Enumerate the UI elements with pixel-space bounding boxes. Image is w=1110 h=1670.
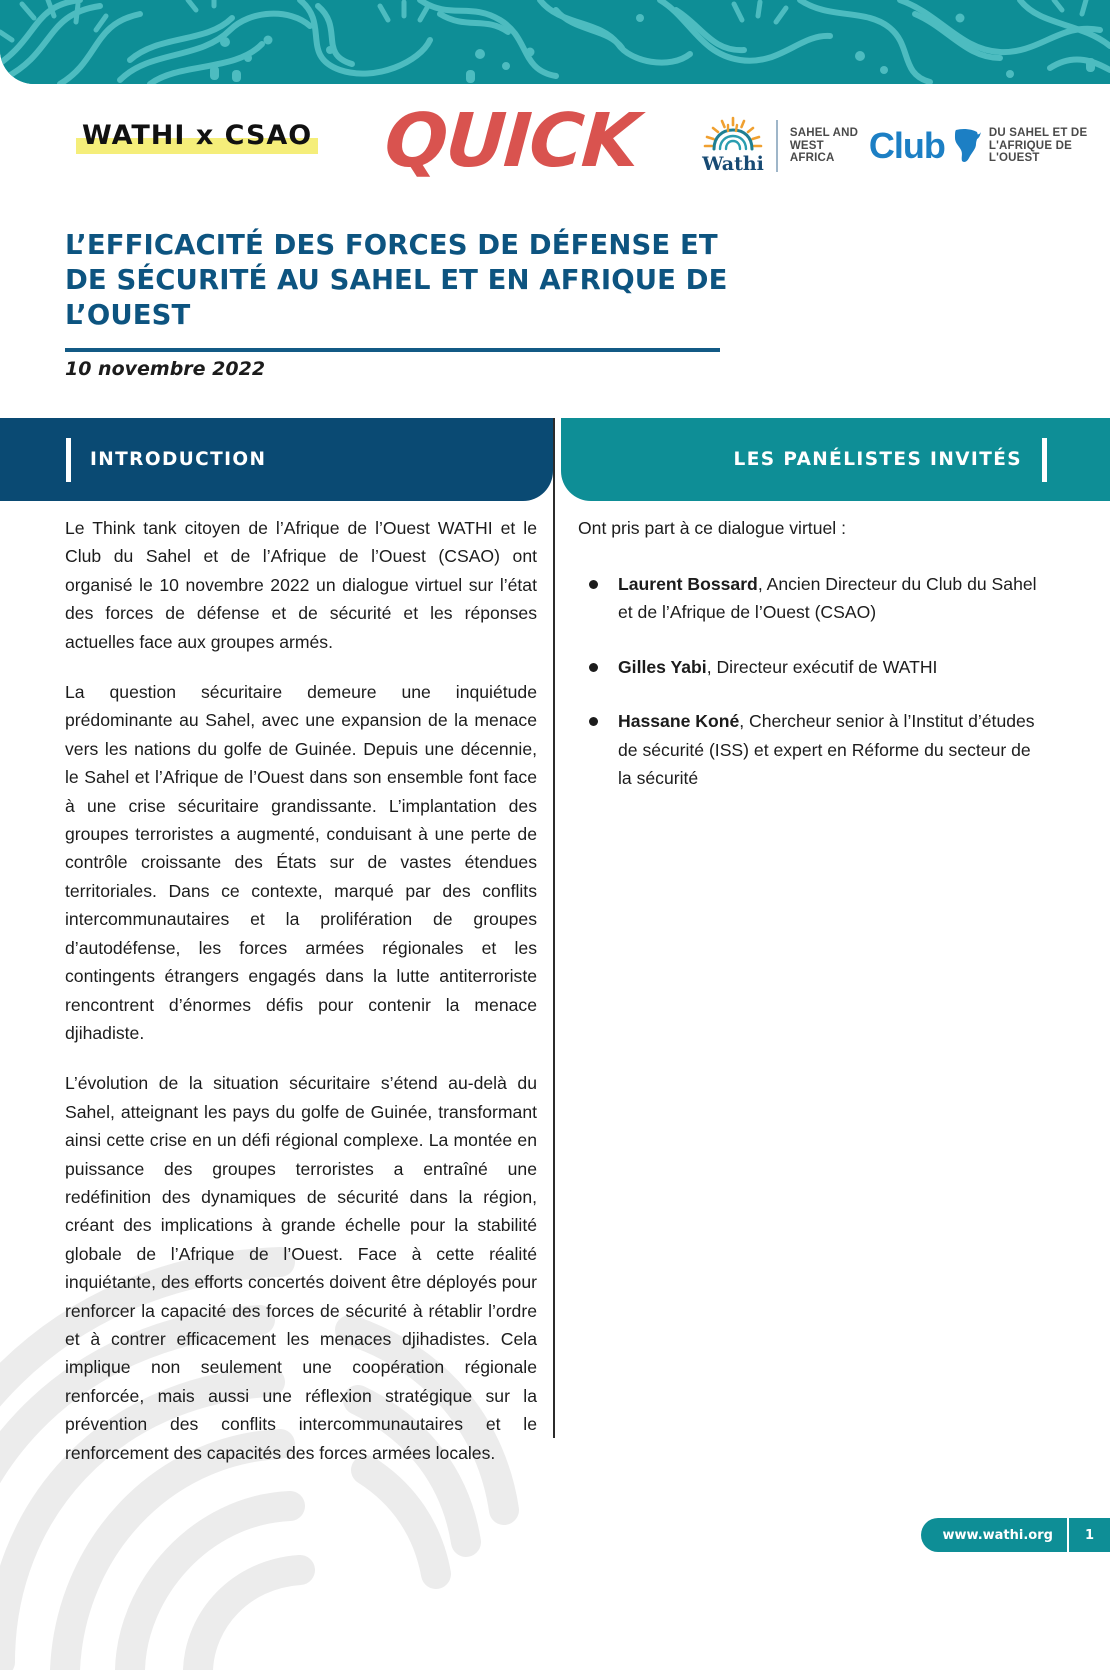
africa-map-icon: [952, 128, 982, 164]
wathi-csao-label: WATHI x CSAO: [82, 120, 313, 151]
list-item: [578, 707, 1048, 792]
list-item: [578, 570, 1048, 627]
club-caption-line1: SAHEL AND: [789, 127, 859, 140]
wathi-sun-arc-icon: [700, 116, 766, 176]
panelist-name: Hassane Koné: [618, 711, 740, 732]
club-lockup: [790, 127, 1110, 165]
wathi-sunrise-logo-icon: [700, 116, 766, 176]
page-title: L’EFFICACITÉ DES FORCES DE DÉFENSE ET DE SÉCURITÉ AU SAHEL ET EN AFRIQUE DE L’OUEST: [65, 229, 728, 331]
panelist-name: Gilles Yabi: [618, 656, 707, 677]
club-right-line2: L'AFRIQUE DE L'OUEST: [988, 139, 1072, 165]
svg-text:Wathi: Wathi: [702, 153, 764, 175]
intro-paragraph: L’évolution de la situation sécuritaire s’étend au-delà du Sahel, atteignant les pays du golfe de Guinée, transformant ainsi cette crise en un défi régional complexe. La montée en puissance des groupes terroristes a entraîné une redéfinition des dynamiques de sécurité dans la région, créant des implications à grande échelle pour la stabilité globale de l’Afrique de l’Ouest. Face à cette réalité inquiétante, des efforts concertés doivent être déployés pour renforcer la capacité des forces de sécurité à rétablir l’ordre et à contrer efficacement les menaces djihadistes. Cela implique non seulement une coopération régionale renforcée, mais aussi une réflexion stratégique sur la prévention des conflits intercommunautaires et le renforcement des capacités des forces armées locales.: [65, 1073, 537, 1463]
africa-silhouette-icon: [952, 128, 982, 164]
panelists-section-header: [561, 418, 1110, 501]
panelists-column: [578, 514, 1048, 818]
decorative-top-band: [0, 0, 1110, 84]
header-accent-rule: [66, 438, 71, 482]
club-left-caption: [790, 127, 862, 165]
panelist-role: , Chercheur senior à l’Institut d’études de sécurité (ISS) et expert en Réforme du secteur de la sécurité: [618, 711, 1035, 789]
intro-paragraph: Le Think tank citoyen de l’Afrique de l’Ouest WATHI et le Club du Sahel et de l’Afrique de l’Ouest (CSAO) ont organisé le 10 novembre 2022 un dialogue virtuel sur l’état des forces de défense et de sécurité et les réponses actuelles face aux groupes armés.: [65, 518, 537, 652]
introduction-section-header: [0, 418, 553, 501]
panelist-role: , Directeur exécutif de WATHI: [706, 656, 938, 677]
introduction-label: INTRODUCTION: [90, 449, 267, 470]
website-link[interactable]: www.wathi.org: [942, 1527, 1053, 1543]
panelists-list: [578, 570, 1048, 792]
csao-wathi-logo-lockup: [700, 116, 1110, 176]
footer-badge: [921, 1518, 1110, 1552]
intro-paragraph: La question sécuritaire demeure une inquiétude prédominante au Sahel, avec une expansion de la menace vers les nations du golfe de Guinée. Depuis une décennie, le Sahel et l’Afrique de l’Ouest dans son ensemble font face à une crise sécuritaire grandissante. L’implantation des groupes terroristes a augmenté, conduisant à une perte de contrôle croissante des États sur de vastes étendues territoriales. Dans ce contexte, marqué par des conflits intercommunautaires et la prolifération de groupes d’autodéfense, les forces armées régionales et les contingents étrangers engagés dans la lutte antiterroriste rencontrent d’énormes défis pour contenir la menace djihadiste.: [65, 682, 537, 1043]
club-wordmark: Club: [868, 125, 945, 166]
list-item: [578, 653, 1048, 681]
panelist-role: , Ancien Directeur du Club du Sahel et de l’Afrique de l’Ouest (CSAO): [618, 574, 1037, 623]
logo-row: [0, 96, 1110, 186]
header-accent-rule: [1042, 438, 1047, 482]
panelists-lead-text: Ont pris part à ce dialogue virtuel :: [578, 518, 846, 538]
paisley-pattern-icon: [0, 0, 1110, 84]
club-right-line1: DU SAHEL ET DE: [988, 127, 1088, 140]
club-caption-line2: WEST AFRICA: [789, 139, 835, 165]
wathi-csao-lockup: [76, 118, 318, 156]
quick-series-logo: QUICK: [381, 98, 641, 184]
logo-divider: [776, 120, 778, 172]
club-right-caption: [989, 127, 1110, 165]
publication-date: 10 novembre 2022: [65, 358, 266, 380]
panelist-name: Laurent Bossard: [618, 574, 758, 594]
panelists-label: LES PANÉLISTES INVITÉS: [733, 449, 1022, 470]
column-divider: [553, 418, 555, 1438]
title-underline: [65, 348, 720, 352]
page-number: 1: [1084, 1527, 1094, 1543]
introduction-column: [65, 514, 537, 1467]
